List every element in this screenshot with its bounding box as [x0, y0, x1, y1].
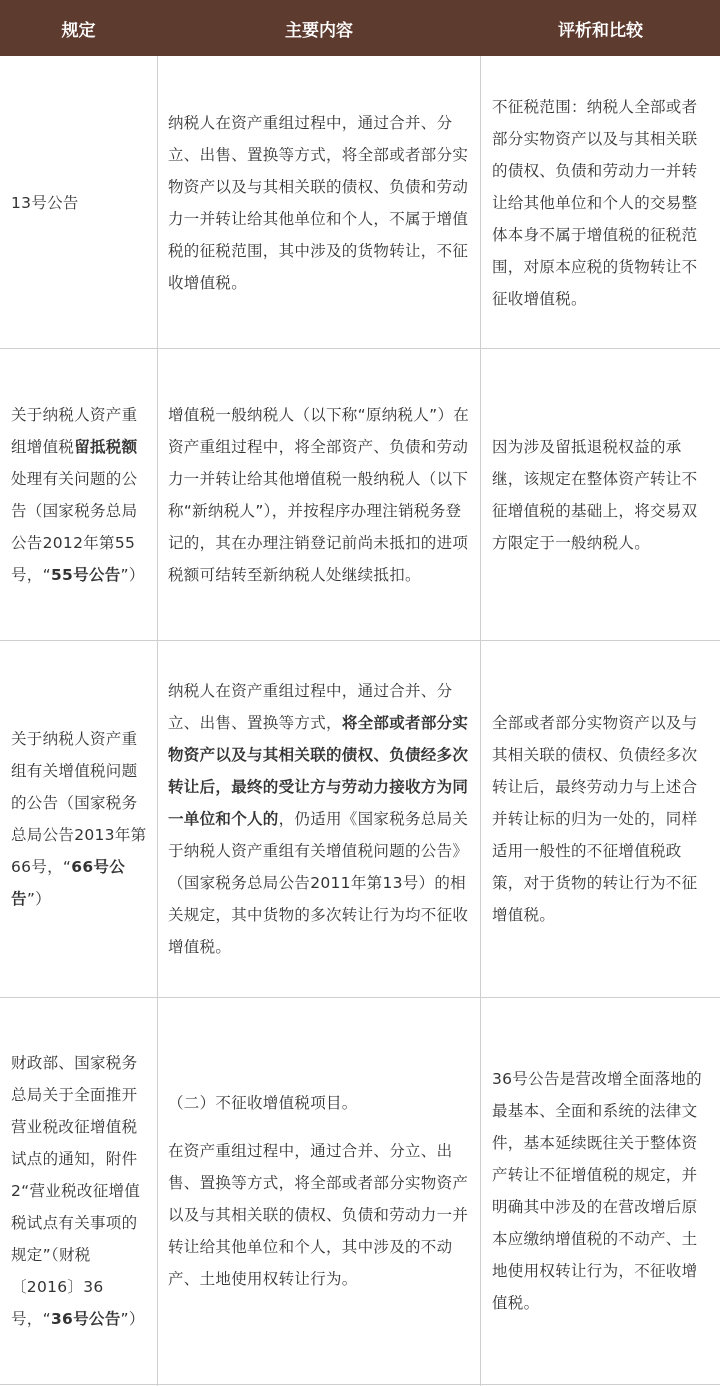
- row3-content: [158, 641, 480, 997]
- paragraph: [168, 399, 476, 591]
- bold-text: 留抵税额: [74, 437, 138, 456]
- paragraph: [168, 1087, 476, 1119]
- paragraph: [168, 107, 476, 299]
- text-segment: 36号公告是营改增全面落地的最基本、全面和系统的法律文件，基本延续既往关于整体资产转让不征增值税的规定，并明确其中涉及的在营改增后原本应缴纳增值税的不动产、土地使用权转让行为，不征收增值税。: [492, 1070, 702, 1312]
- paragraph-gap: [168, 1119, 476, 1135]
- row1-content: [158, 57, 480, 348]
- text-segment: ”）: [120, 565, 145, 584]
- bold-text: 66号公告: [11, 858, 126, 908]
- bold-text: 55号公告: [50, 565, 121, 584]
- row2-analysis: [481, 349, 720, 640]
- table-header: [0, 0, 720, 56]
- text-segment: 不征税范围：纳税人全部或者部分实物资产以及与其相关联的债权、负债和劳动力一并转让给其他单位和个人的交易整体本身不属于增值税的征税范围，对原本应税的货物转让不征收增值税。: [492, 97, 698, 308]
- row2-regulation: [0, 349, 157, 640]
- text-segment: 因为涉及留抵退税权益的承继，该规定在整体资产转让不征增值税的基础上，将交易双方限定于一般纳税人。: [492, 437, 698, 552]
- text-segment: 关于纳税人资产重组增值税: [11, 405, 138, 456]
- text-segment: ，仍适用《国家税务总局关于纳税人资产重组有关增值税问题的公告》（国家税务总局公告2011年第13号）的相关规定，其中货物的多次转让行为均不征收增值税。: [168, 810, 469, 956]
- bold-text: 将全部或者部分实物资产以及与其相关联的债权、负债经多次转让后，最终的受让方与劳动力接收方为同一单位和个人的: [168, 714, 469, 828]
- text-segment: 全部或者部分实物资产以及与其相关联的债权、负债经多次转让后，最终劳动力与上述合并转让标的归为一处的，同样适用一般性的不征增值税政策，对于货物的转让行为不征增值税。: [492, 714, 698, 924]
- text-segment: 在资产重组过程中，通过合并、分立、出售、置换等方式，将全部或者部分实物资产以及与其相关联的债权、负债和劳动力一并转让给其他单位和个人，其中涉及的不动产、土地使用权转让行为。: [168, 1142, 469, 1288]
- row1-analysis: [481, 57, 720, 348]
- row4-content: [158, 998, 480, 1384]
- row1-regulation: [0, 57, 157, 348]
- text-segment: 增值税一般纳税人（以下称“原纳税人”）在资产重组过程中，将全部资产、负债和劳动力一并转让给其他增值税一般纳税人（以下称“新纳税人”），并按程序办理注销税务登记的，其在办理注销登记前尚未抵扣的进项税额可结转至新纳税人处继续抵扣。: [168, 405, 470, 584]
- text-segment: 纳税人在资产重组过程中，通过合并、分立、出售、置换等方式，将全部或者部分实物资产以及与其相关联的债权、负债和劳动力一并转让给其他单位和个人，不属于增值税的征税范围，其中涉及的货物转让，不征收增值税。: [168, 113, 469, 292]
- row-divider: [0, 1384, 720, 1385]
- header-main-content: 主要内容: [285, 20, 353, 41]
- header-analysis: 评析和比较: [558, 20, 643, 41]
- text-segment: 13号公告: [11, 193, 79, 212]
- text-segment: 纳税人在资产重组过程中，通过合并、分立、出售、置换等方式，: [168, 682, 453, 732]
- text-segment: ”）: [26, 890, 51, 908]
- text-segment: 财政部、国家税务总局关于全面推开营业税改征增值税试点的通知，附件2“营业税改征增值税试点有关事项的规定”（财税〔2016〕36号，“: [11, 1054, 141, 1328]
- row3-regulation: [0, 641, 157, 997]
- row2-content: [158, 349, 480, 640]
- paragraph: [168, 675, 476, 963]
- text-segment: ”）: [120, 1310, 145, 1328]
- paragraph: [168, 1135, 476, 1295]
- bold-text: 36号公告: [50, 1310, 121, 1328]
- text-segment: （二）不征收增值税项目。: [168, 1094, 358, 1112]
- row4-analysis: [481, 998, 720, 1384]
- row3-analysis: [481, 641, 720, 997]
- row4-regulation: [0, 998, 157, 1384]
- text-segment: 关于纳税人资产重组有关增值税问题的公告（国家税务总局公告2013年第66号，“: [11, 730, 147, 876]
- header-regulation: 规定: [61, 20, 96, 41]
- text-segment: 处理有关问题的公告（国家税务总局公告2012年第55号，“: [11, 469, 138, 584]
